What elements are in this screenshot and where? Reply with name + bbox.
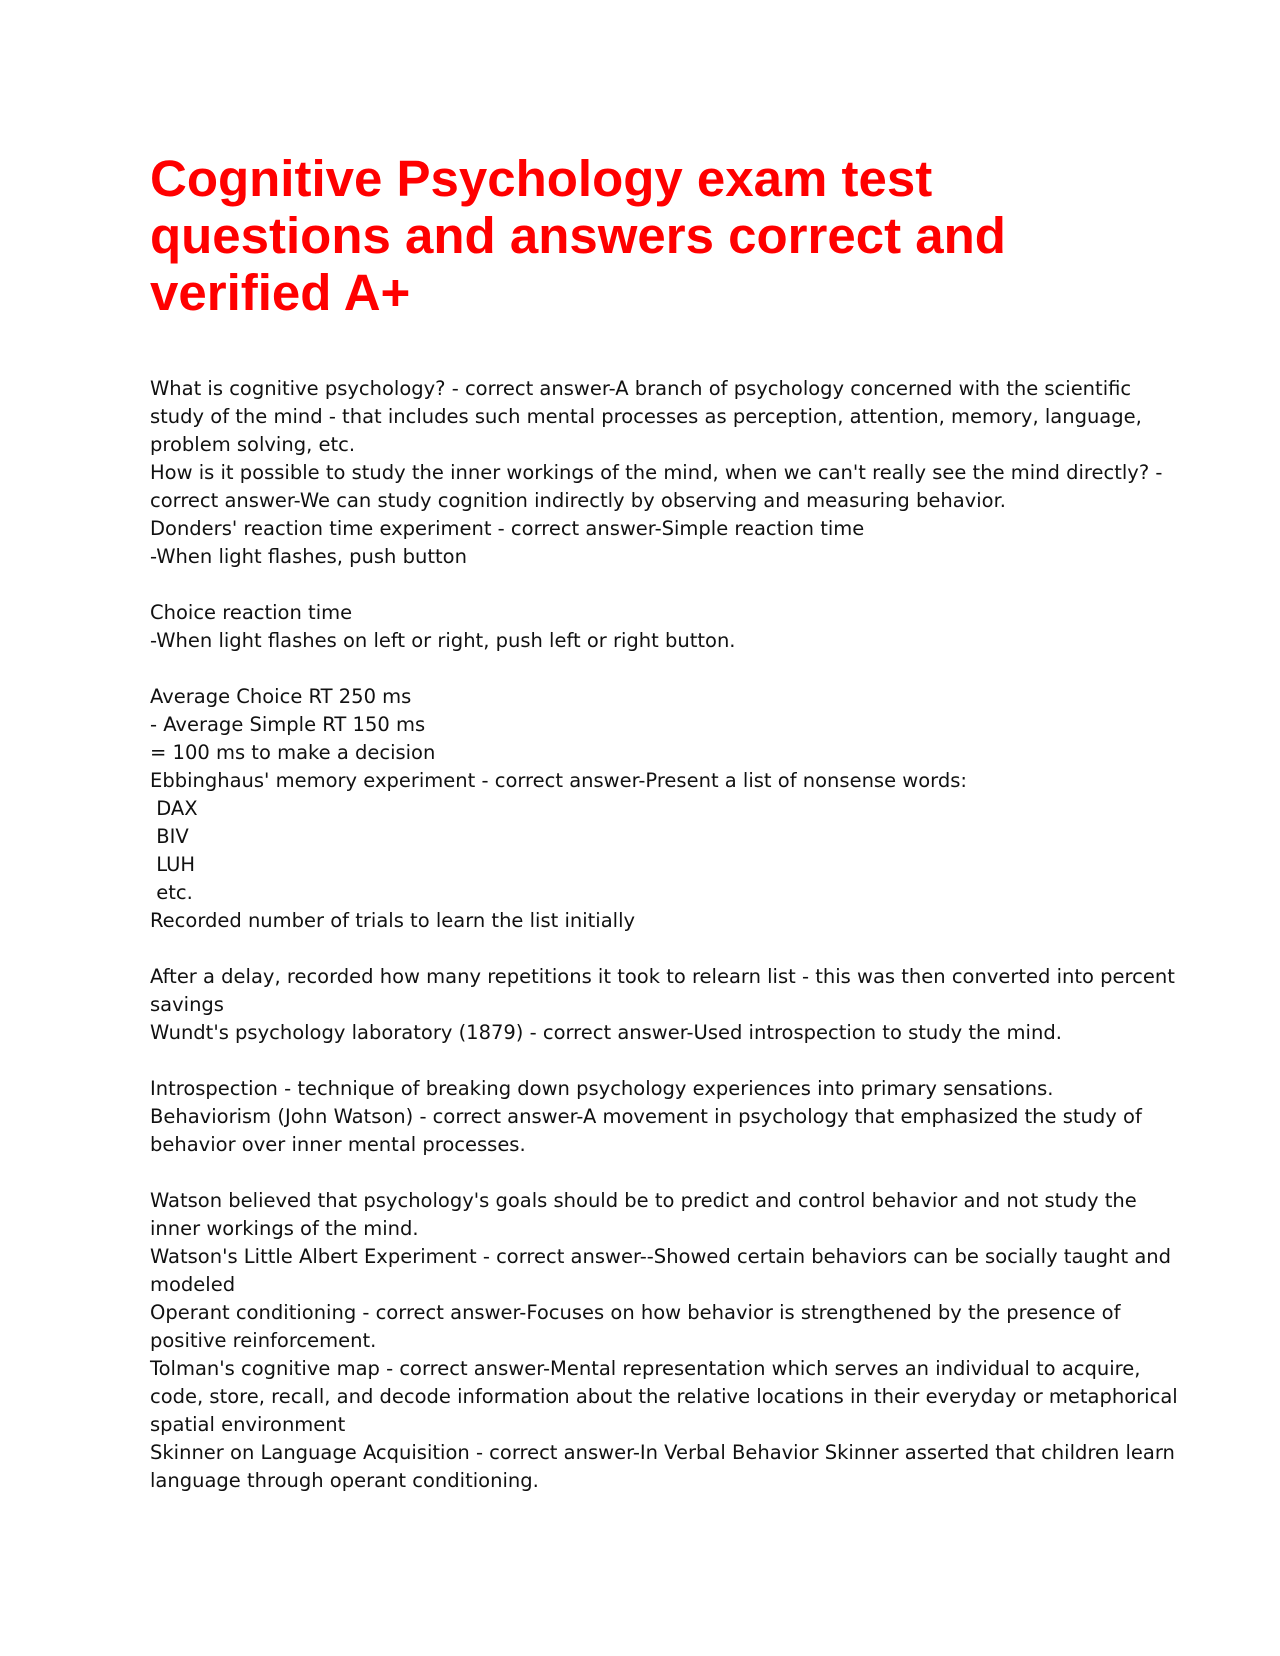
body-line: Choice reaction time [150,601,353,624]
blank-line [150,1159,1150,1187]
body-line: DAX [150,797,198,820]
title-line-1: Cognitive Psychology exam test [150,150,933,207]
body-line: Watson believed that psychology's goals should be to predict and control behavior and not study the [150,1189,1137,1212]
body-line: inner workings of the mind. [150,1217,419,1240]
body-line: -When light flashes on left or right, push left or right button. [150,629,736,652]
blank-line [150,1047,1150,1075]
body-line: modeled [150,1273,236,1296]
body-line: Introspection - technique of breaking down psychology experiences into primary sensations. [150,1077,1054,1100]
body-line: study of the mind - that includes such mental processes as perception, attention, memory, language, [150,405,1142,428]
body-line: Tolman's cognitive map - correct answer-Mental representation which serves an individual to acquire, [150,1357,1141,1380]
title-line-2: questions and answers correct and [150,207,1006,264]
blank-line [150,571,1150,599]
document-body [150,375,1178,1495]
body-line: How is it possible to study the inner workings of the mind, when we can't really see the mind directly? - [150,461,1163,484]
body-line: spatial environment [150,1413,346,1436]
body-line: behavior over inner mental processes. [150,1133,526,1156]
title-line-3: verified A+ [150,264,411,321]
body-line: Ebbinghaus' memory experiment - correct answer-Present a list of nonsense words: [150,769,967,792]
body-line: - Average Simple RT 150 ms [150,713,426,736]
body-line: LUH [150,853,196,876]
body-line: Skinner on Language Acquisition - correct answer-In Verbal Behavior Skinner asserted that children learn [150,1441,1175,1464]
body-line: Donders' reaction time experiment - correct answer-Simple reaction time [150,517,865,540]
body-line: Behaviorism (John Watson) - correct answer-A movement in psychology that emphasized the study of [150,1105,1142,1128]
body-line: = 100 ms to make a decision [150,741,436,764]
body-line: Average Choice RT 250 ms [150,685,412,708]
body-line: savings [150,993,224,1016]
document-title [150,150,1150,321]
body-line: Wundt's psychology laboratory (1879) - correct answer-Used introspection to study the mind. [150,1021,1062,1044]
body-line: Watson's Little Albert Experiment - correct answer--Showed certain behaviors can be socially taught and [150,1245,1172,1268]
body-line: language through operant conditioning. [150,1469,539,1492]
blank-line [150,655,1150,683]
body-line: Recorded number of trials to learn the list initially [150,909,636,932]
body-line: positive reinforcement. [150,1329,377,1352]
body-line: code, store, recall, and decode information about the relative locations in their everyday or metaphorical [150,1385,1178,1408]
blank-line [150,935,1150,963]
body-line: correct answer-We can study cognition indirectly by observing and measuring behavior. [150,489,1006,512]
body-line: problem solving, etc. [150,433,356,456]
body-line: BIV [150,825,189,848]
body-line: etc. [150,881,193,904]
body-line: What is cognitive psychology? - correct answer-A branch of psychology concerned with the scientific [150,377,1132,400]
body-line: After a delay, recorded how many repetitions it took to relearn list - this was then converted into percent [150,965,1175,988]
body-line: Operant conditioning - correct answer-Focuses on how behavior is strengthened by the presence of [150,1301,1121,1324]
body-line: -When light flashes, push button [150,545,467,568]
